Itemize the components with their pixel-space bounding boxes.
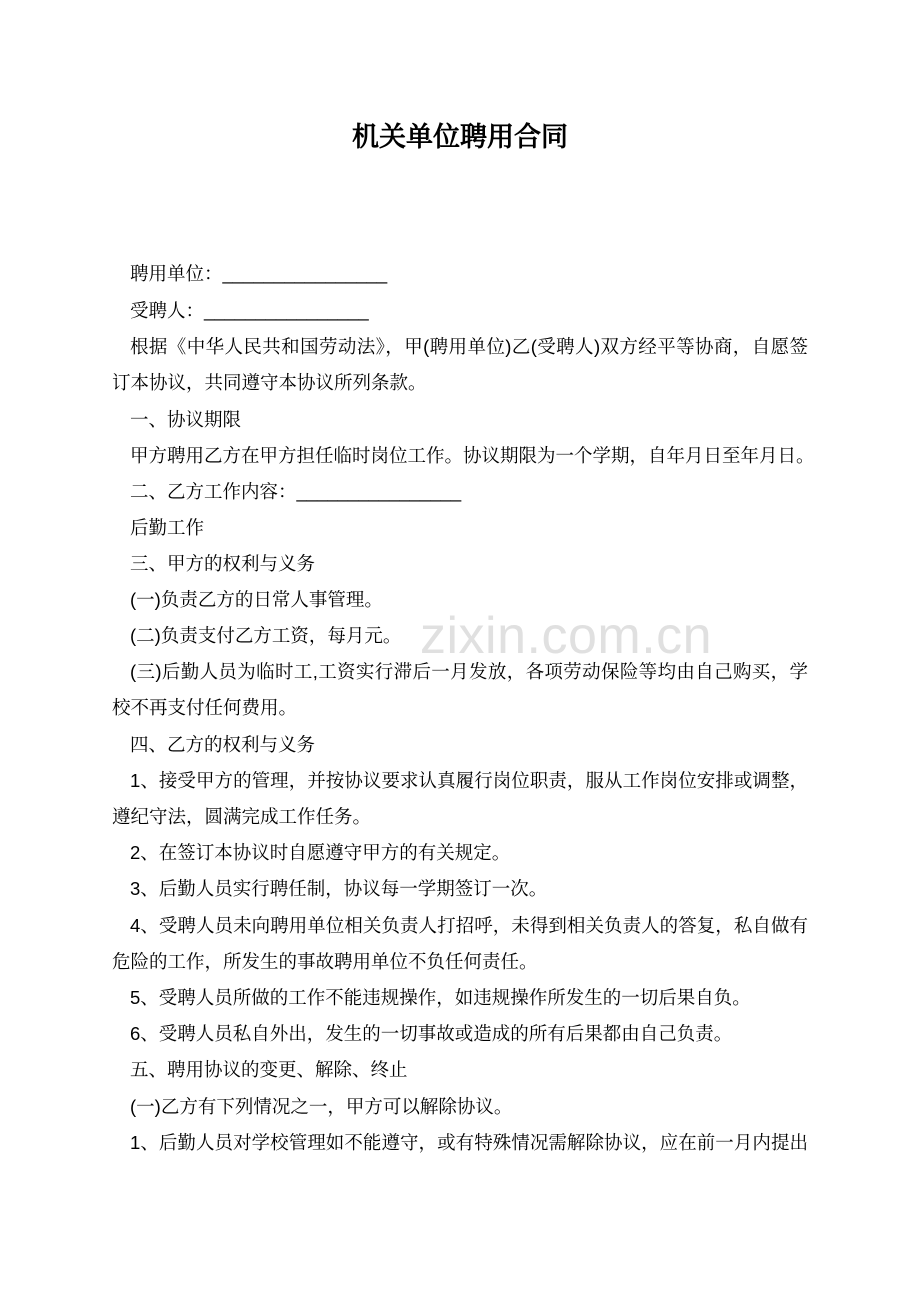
section-2-text: 后勤工作 xyxy=(130,517,205,538)
section-4-item-4-line-1: 4、受聘人员未向聘用单位相关负责人打招呼，未得到相关负责人的答复，私自做有 xyxy=(130,915,808,936)
preamble-line-1: 根据《中华人民共和国劳动法》，甲(聘用单位)乙(受聘人)双方经平等协商，自愿签 xyxy=(130,336,808,357)
section-4-item-4-line-2: 危险的工作，所发生的事故聘用单位不负任何责任。 xyxy=(112,951,538,972)
section-5-subheading-1: (一)乙方有下列情况之一，甲方可以解除协议。 xyxy=(130,1096,513,1117)
section-4-item-2: 2、在签订本协议时自愿遵守甲方的有关规定。 xyxy=(130,842,511,863)
section-4-item-3: 3、后勤人员实行聘任制，协议每一学期签订一次。 xyxy=(130,878,548,899)
section-1-heading: 一、协议期限 xyxy=(130,409,242,430)
section-3-item-3-line-1: (三)后勤人员为临时工,工资实行滞后一月发放，各项劳动保险等均由自己购买，学 xyxy=(130,661,808,682)
section-4-heading: 四、乙方的权利与义务 xyxy=(130,734,316,755)
section-4-item-1-line-2: 遵纪守法，圆满完成工作任务。 xyxy=(112,806,372,827)
preamble-line-2: 订本协议，共同遵守本协议所列条款。 xyxy=(112,372,427,393)
section-3-item-1: (一)负责乙方的日常人事管理。 xyxy=(130,589,383,610)
document-title: 机关单位聘用合同 xyxy=(352,122,568,152)
watermark: zixin.com.cn xyxy=(420,607,713,665)
section-2-heading: 二、乙方工作内容：________________ xyxy=(130,481,462,502)
section-3-heading: 三、甲方的权利与义务 xyxy=(130,553,316,574)
employer-field: 聘用单位：________________ xyxy=(130,263,388,284)
section-1-text: 甲方聘用乙方在甲方担任临时岗位工作。协议期限为一个学期，自年月日至年月日。 xyxy=(130,445,815,466)
section-4-item-6: 6、受聘人员私自外出，发生的一切事故或造成的所有后果都由自己负责。 xyxy=(130,1023,733,1044)
section-4-item-5: 5、受聘人员所做的工作不能违规操作，如违规操作所发生的一切后果自负。 xyxy=(130,987,751,1008)
section-3-item-2: (二)负责支付乙方工资，每月元。 xyxy=(130,625,402,646)
section-5-heading: 五、聘用协议的变更、解除、终止 xyxy=(130,1059,408,1080)
employee-field: 受聘人：________________ xyxy=(130,300,369,321)
section-3-item-3-line-2: 校不再支付任何费用。 xyxy=(112,697,298,718)
section-4-item-1-line-1: 1、接受甲方的管理，并按协议要求认真履行岗位职责，服从工作岗位安排或调整， xyxy=(130,770,808,791)
section-5-item-1-line-1: 1、后勤人员对学校管理如不能遵守，或有特殊情况需解除协议，应在前一月内提出 xyxy=(130,1132,808,1153)
